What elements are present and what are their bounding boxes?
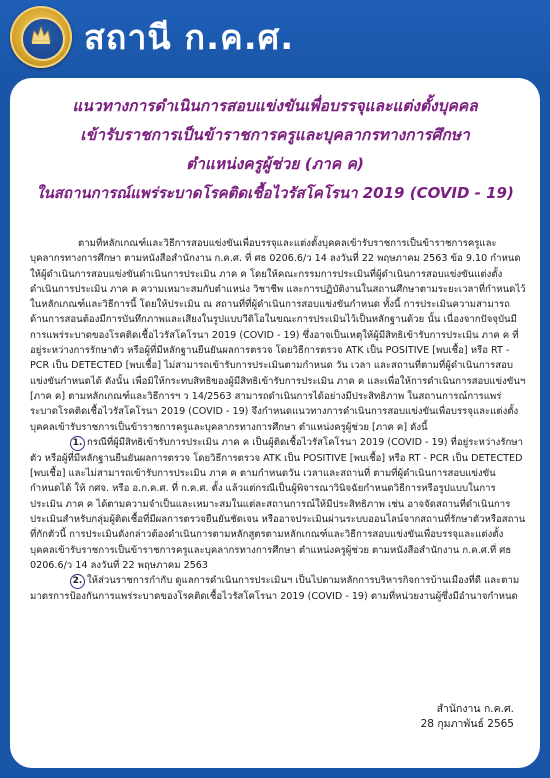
issuing-office: สำนักงาน ก.ค.ศ. <box>436 703 514 715</box>
announcement-title <box>10 92 540 208</box>
station-title: สถานี ก.ค.ศ. <box>84 18 295 58</box>
header-bar <box>0 0 550 78</box>
list-item <box>30 435 526 573</box>
announcement-card <box>10 78 540 768</box>
title-line-4: ในสถานการณ์แพร่ระบาดโรคติดเชื้อไวรัสโคโรนา 2019 (COVID - 19) <box>36 184 514 202</box>
intro-paragraph: ตามที่หลักเกณฑ์และวิธีการสอบแข่งขันเพื่อบรรจุและแต่งตั้งบุคคลเข้ารับราชการเป็นข้าราชการครูและบุคลากรทางการศึกษา ตามหนังสือสำนักงาน ก.ค.ศ. ที่ ศธ 0206.6/ว 14 ลงวันที่ 22 พฤษภาคม 2563 ข้อ 9.10 กำหนดให้ผู้ดำเนินการสอบแข่งขันดำเนินการประเมิน ภาค ค โดยให้คณะกรรมการประเมินที่ผู้ดำเนินการสอบแข่งขันแต่งตั้ง ดำเนินการประเมิน ภาค ค ความเหมาะสมกับตำแหน่ง วิชาชีพ และการปฏิบัติงานในสถานศึกษาตามระยะเวลาที่กำหนดไว้ในหลักเกณฑ์และวิธีการนี้ โดยให้ประเมิน ณ สถานที่ที่ผู้ดำเนินการสอบแข่งขันกำหนด ทั้งนี้ การประเมินความสามารถด้านการสอนต้องมีการบันทึกภาพและเสียงในรูปแบบวีดิโอในขณะการประเมินไว้เป็นหลักฐานด้วย นั้น เนื่องจากปัจจุบันมีการแพร่ระบาดของโรคติดเชื้อไวรัสโคโรนา 2019 (COVID - 19) ซึ่งอาจเป็นเหตุให้ผู้มีสิทธิเข้ารับการประเมิน ภาค ค ที่อยู่ระหว่างการรักษาตัว หรือผู้ที่มีหลักฐานยืนยันผลการตรวจ โดยวิธีการตรวจ ATK เป็น POSITIVE [พบเชื้อ] หรือ RT - PCR เป็น DETECTED [พบเชื้อ] ไม่สามารถเข้ารับการประเมินตามกำหนด วัน เวลา และสถานที่ตามที่ผู้ดำเนินการสอบแข่งขันกำหนดได้ ดังนั้น เพื่อมิให้กระทบสิทธิของผู้มีสิทธิเข้ารับการประเมิน ภาค ค และเพื่อให้การดำเนินการสอบแข่งขันฯ [ภาค ค] ตามหลักเกณฑ์และวิธีการฯ ว 14/2563 สามารถดำเนินการได้อย่างมีประสิทธิภาพ ในสถานการณ์การแพร่ระบาดโรคติดเชื้อไวรัสโคโรนา 2019 (COVID - 19) จึงกำหนดแนวทางการดำเนินการสอบแข่งขันเพื่อบรรจุและแต่งตั้งบุคคลเข้ารับราชการเป็นข้าราชการครูและบุคลากรทางการศึกษา ตำแหน่งครูผู้ช่วย [ภาค ค] ดังนี้ <box>30 238 526 433</box>
list-item <box>30 573 526 604</box>
ocsc-seal-icon <box>10 6 72 68</box>
title-line-1: แนวทางการดำเนินการสอบแข่งขันเพื่อบรรจุและแต่งตั้งบุคคล <box>72 97 478 115</box>
crown-icon <box>29 23 53 45</box>
title-line-2: เข้ารับราชการเป็นข้าราชการครูและบุคลากรทางการศึกษา <box>80 126 470 144</box>
announcement-body <box>30 236 526 605</box>
issue-date: 28 กุมภาพันธ์ 2565 <box>420 718 514 730</box>
item-number-badge: 1. <box>70 436 85 451</box>
item-text: กรณีที่ผู้มีสิทธิเข้ารับการประเมิน ภาค ค เป็นผู้ติดเชื้อไวรัสโคโรนา 2019 (COVID - 19) ที่อยู่ระหว่างรักษาตัว หรือผู้ที่มีหลักฐานยืนยันผลการตรวจ โดยวิธีการตรวจ ATK เป็น POSITIVE [พบเชื้อ] หรือ RT - PCR เป็น DETECTED [พบเชื้อ] และไม่สามารถเข้ารับการประเมิน ภาค ค ตามกำหนดวัน เวลาและสถานที่ ตามที่ผู้ดำเนินการสอบแข่งขันกำหนดได้ ให้ กศจ. หรือ อ.ก.ค.ศ. ที่ ก.ค.ศ. ตั้ง แล้วแต่กรณีเป็นผู้พิจารณาวินิจฉัยกำหนดวิธีการหรือรูปแบบในการประเมิน ภาค ค ได้ตามความจำเป็นและเหมาะสมในแต่ละสถานการณ์ให้มีประสิทธิภาพ เช่น อาจจัดสถานที่ดำเนินการประเมินสำหรับกลุ่มผู้ติดเชื้อที่มีผลการตรวจยืนยันชัดเจน หรืออาจประเมินผ่านระบบออนไลน์จากสถานที่รักษาตัวหรือสถานที่กักตัวนี้ การประเมินดังกล่าวต้องดำเนินการตามหลักสูตรตามหลักเกณฑ์และวิธีการสอบแข่งขันเพื่อบรรจุและแต่งตั้งบุคคลเข้ารับราชการเป็นข้าราชการครูและบุคลากรทางการศึกษา ตำแหน่งครูผู้ช่วย ตามหนังสือสำนักงาน ก.ค.ศ.ที่ ศธ 0206.6/ว 14 ลงวันที่ 22 พฤษภาคม 2563 <box>30 436 526 571</box>
signature-block <box>421 702 514 732</box>
title-line-3: ตำแหน่งครูผู้ช่วย (ภาค ค) <box>186 155 364 173</box>
item-number-badge: 2. <box>70 574 85 589</box>
item-text: ให้ส่วนราชการกำกับ ดูแลการดำเนินการประเมินฯ เป็นไปตามหลักการบริหารกิจการบ้านเมืองที่ดี และตามมาตรการป้องกันการแพร่ระบาดของโรคติดเชื้อไวรัสโคโรนา 2019 (COVID - 19) ตามที่หน่วยงานผู้ซึ่งมีอำนาจกำหนด <box>30 575 520 603</box>
